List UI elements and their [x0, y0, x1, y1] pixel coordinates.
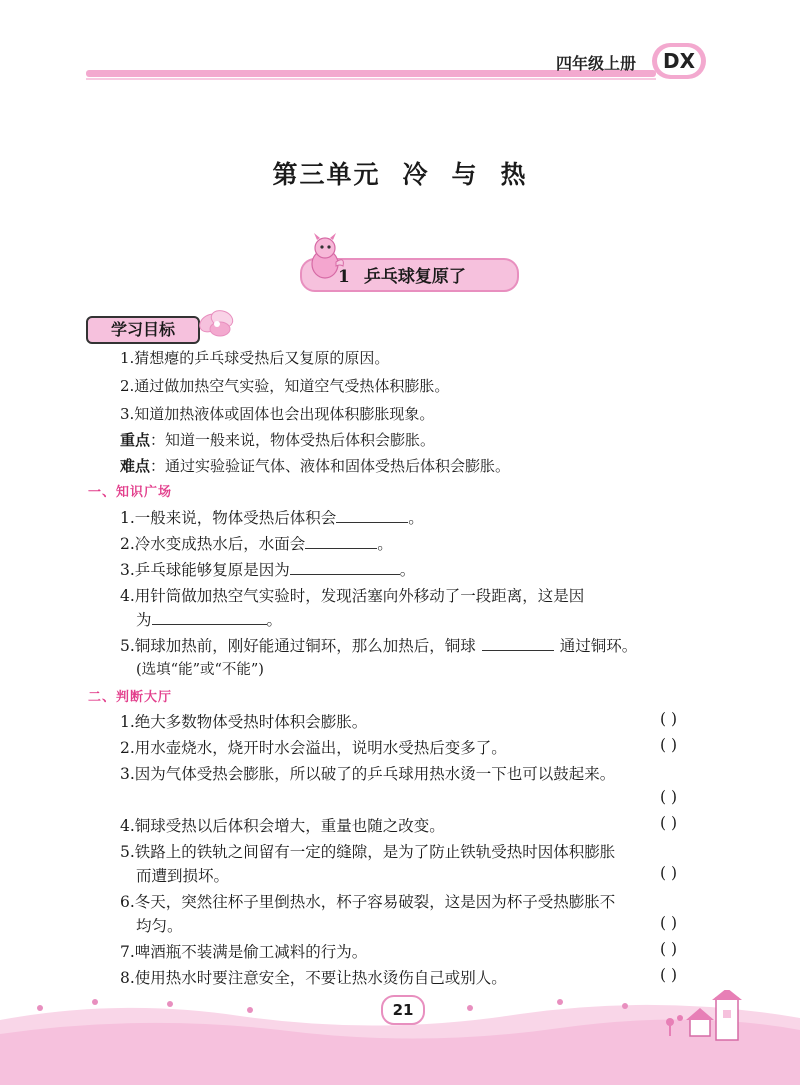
fill-question-3 — [120, 558, 415, 580]
grade-label: 四年级上册 — [556, 54, 637, 73]
key-point-text: ：知道一般来说，物体受热后体积会膨胀。 — [150, 431, 436, 449]
fill-q2-end: 。 — [377, 535, 393, 553]
header-band-line — [86, 78, 656, 80]
goal-1: 1.猜想瘪的乒乓球受热后又复原的原因。 — [120, 349, 390, 367]
fill-q1-text: 1.一般来说，物体受热后体积会 — [120, 509, 337, 527]
goal-2: 2.通过做加热空气实验，知道空气受热体积膨胀。 — [120, 377, 450, 395]
goal-3: 3.知道加热液体或固体也会出现体积膨胀现象。 — [120, 405, 435, 423]
answer-blank-5[interactable] — [482, 635, 554, 651]
page-number: 21 — [381, 995, 425, 1025]
fill-q5-note: (选填“能”或“不能”) — [136, 662, 264, 678]
lesson-name: 乒乓球复原了 — [363, 267, 466, 287]
lesson-number: 1 — [338, 267, 350, 287]
judge-answer-2[interactable]: ( ) — [660, 736, 678, 754]
lighthouse-icon — [712, 990, 742, 1040]
fill-q5-text-a: 5.铜球加热前，刚好能通过铜环，那么加热后，铜球 — [120, 637, 476, 655]
difficulty-label: 难点 — [120, 457, 151, 475]
answer-blank-3[interactable] — [290, 559, 400, 575]
section-judgment-title: 二、判断大厅 — [88, 690, 173, 705]
unit-word-and: 与 — [451, 160, 479, 189]
unit-title — [0, 155, 800, 191]
key-point-label: 重点 — [120, 431, 151, 449]
judge-answer-7[interactable]: ( ) — [660, 940, 678, 958]
unit-label: 第三单元 — [272, 160, 381, 189]
answer-blank-1[interactable] — [336, 507, 408, 523]
answer-blank-2[interactable] — [305, 533, 377, 549]
judge-answer-3[interactable]: ( ) — [660, 788, 678, 806]
key-point — [120, 429, 435, 450]
fill-q4-text: 为 — [136, 611, 152, 629]
judge-question-6-line2: 均匀。 — [136, 917, 183, 935]
judge-question-5-line2: 而遭到损坏。 — [136, 867, 230, 885]
learning-goals-label: 学习目标 — [86, 316, 200, 344]
answer-blank-4[interactable] — [152, 609, 267, 625]
difficulty-text: ：通过实验验证气体、液体和固体受热后体积会膨胀。 — [150, 457, 511, 475]
judge-answer-5[interactable]: ( ) — [660, 864, 678, 882]
judge-answer-4[interactable]: ( ) — [660, 814, 678, 832]
fill-question-2 — [120, 532, 393, 554]
judge-question-3: 3.因为气体受热会膨胀，所以破了的乒乓球用热水烫一下也可以鼓起来。 — [120, 765, 616, 783]
fill-q2-text: 2.冷水变成热水后，水面会 — [120, 535, 306, 553]
judge-question-2: 2.用水壶烧水，烧开时水会溢出，说明水受热后变多了。 — [120, 739, 507, 757]
unit-word-hot: 热 — [500, 160, 528, 189]
lesson-title — [338, 262, 466, 287]
fill-q5-text-b: 通过铜环。 — [559, 637, 638, 655]
judge-answer-1[interactable]: ( ) — [660, 710, 678, 728]
unit-word-cold: 冷 — [402, 160, 430, 189]
judge-question-6-line1: 6.冬天，突然往杯子里倒热水，杯子容易破裂，这是因为杯子受热膨胀不 — [120, 893, 616, 911]
fill-question-4-line1: 4.用针筒做加热空气实验时，发现活塞向外移动了一段距离，这是因 — [120, 587, 585, 605]
flower-icon — [196, 305, 238, 341]
fill-q4-end: 。 — [266, 611, 283, 629]
section-knowledge-title: 一、知识广场 — [88, 485, 173, 500]
fill-q3-end: 。 — [399, 561, 416, 579]
judge-answer-8[interactable]: ( ) — [660, 966, 678, 984]
fill-q1-end: 。 — [408, 509, 424, 527]
edition-badge: DX — [657, 47, 701, 75]
judge-question-4: 4.铜球受热以后体积会增大，重量也随之改变。 — [120, 817, 445, 835]
difficulty-point — [120, 455, 510, 476]
fill-question-1 — [120, 506, 424, 528]
fill-question-4-line2 — [136, 608, 282, 630]
judge-answer-6[interactable]: ( ) — [660, 914, 678, 932]
fill-q3-text: 3.乒乓球能够复原是因为 — [120, 561, 290, 579]
judge-question-7: 7.啤酒瓶不装满是偷工减料的行为。 — [120, 943, 368, 961]
fill-question-5 — [120, 634, 637, 656]
judge-question-5-line1: 5.铁路上的铁轨之间留有一定的缝隙，是为了防止铁轨受热时因体积膨胀 — [120, 843, 616, 861]
judge-question-1: 1.绝大多数物体受热时体积会膨胀。 — [120, 713, 368, 731]
judge-question-8: 8.使用热水时要注意安全，不要让热水烫伤自己或别人。 — [120, 969, 507, 987]
